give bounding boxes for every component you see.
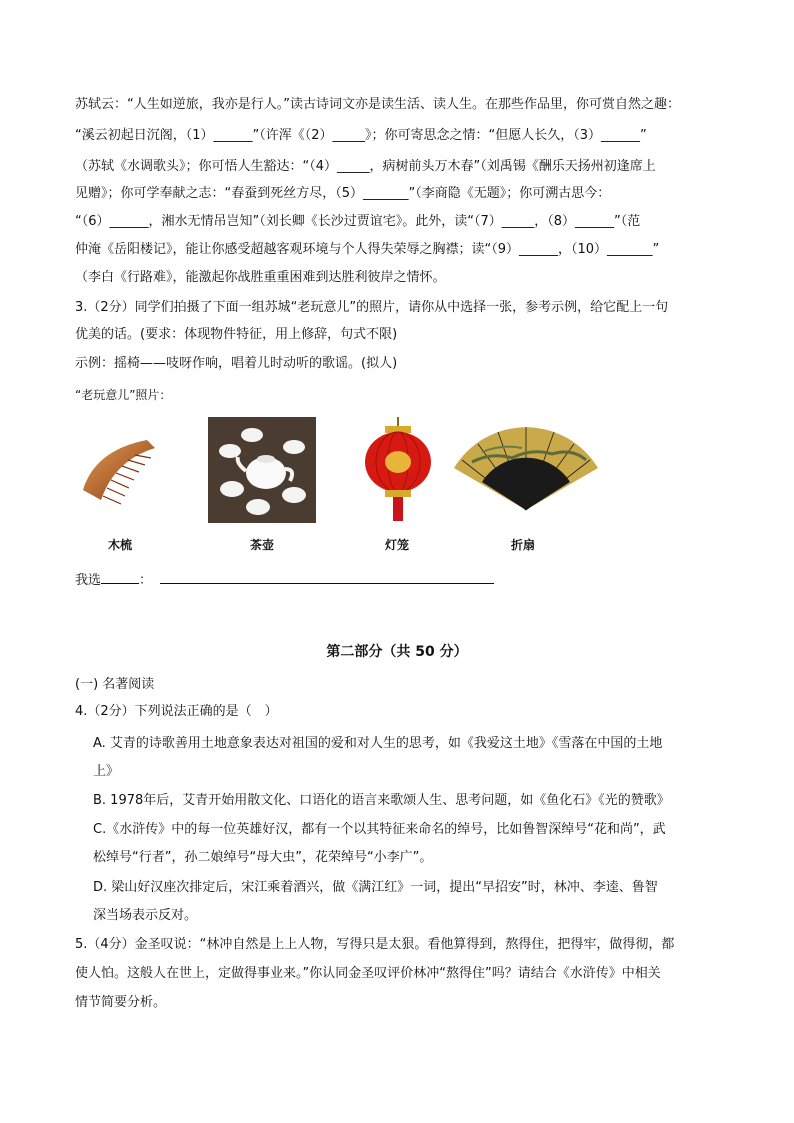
- q3-stem-line-1: 3.（2分）同学们拍摄了下面一组苏城“老玩意儿”的照片，请你从中选择一张，参考示例，给它配上一句: [75, 300, 669, 315]
- choose-prefix: 我选: [75, 573, 102, 588]
- choose-colon: ：: [139, 573, 153, 588]
- teapot-image: [208, 417, 316, 523]
- answer-blank[interactable]: [160, 570, 494, 584]
- lantern-image: [358, 417, 438, 523]
- q5-line-1: 5.（4分）金圣叹说：“林冲自然是上上人物，写得只是太狠。看他算得到，熬得住，把得牢，做得彻，都: [75, 937, 675, 952]
- passage-line-5: “（6）______，湘水无情吊岂知”（刘长卿《长沙过贾谊宅》。此外，读“（7）_____，（8）______”（范: [75, 214, 641, 229]
- passage-line-1: 苏轼云：“人生如逆旅，我亦是行人。”读古诗词文亦是读生活、读人生。在那些作品里，你可赏自然之趣：: [75, 97, 680, 112]
- q4-option-c-line-2: 松绰号“行者”，孙二娘绰号“母大虫”，花荣绰号“小李广”。: [93, 850, 433, 865]
- q5-line-2: 使人怕。这般人在世上，定做得事业来。”你认同金圣叹评价林冲“熬得住”吗？请结合《水浒传》中相关: [75, 966, 661, 981]
- part2-subsection: (一) 名著阅读: [75, 677, 155, 692]
- passage-line-7: （李白《行路难》，能激起你战胜重重困难到达胜利彼岸之情怀。: [75, 270, 446, 285]
- part2-title: 第二部分（共 50 分）: [326, 644, 468, 660]
- comb-image: [75, 430, 165, 510]
- caption-fan: 折扇: [510, 538, 535, 552]
- passage-line-3: （苏轼《水调歌头》；你可悟人生豁达：“（4）_____，病树前头万木春”（刘禹锡《酬乐天扬州初逢席上: [75, 159, 656, 174]
- q3-stem-line-2: 优美的话。(要求：体现物件特征，用上修辞，句式不限): [75, 327, 398, 342]
- passage-line-2: “溪云初起日沉阁，（1）______”（许浑《（2）_____》；你可寄思念之情：“但愿人长久，（3）______”: [75, 128, 647, 143]
- q4-option-d-line-1: D. 梁山好汉座次排定后，宋江乘着酒兴，做《满江红》一词，提出“早招安”时，林冲、李逵、鲁智: [93, 880, 658, 895]
- caption-lantern: 灯笼: [384, 538, 409, 552]
- q4-stem: 4.（2分）下列说法正确的是（ ）: [75, 704, 278, 719]
- passage-line-6: 仲淹《岳阳楼记》，能让你感受超越客观环境与个人得失荣辱之胸襟；读“（9）______，（10）_______”: [75, 242, 660, 257]
- caption-comb: 木梳: [107, 538, 132, 552]
- q4-option-c-line-1: C.《水浒传》中的每一位英雄好汉，都有一个以其特征来命名的绰号，比如鲁智深绰号“花和尚”，武: [93, 822, 666, 837]
- q4-option-d-line-2: 深当场表示反对。: [93, 908, 198, 923]
- choice-blank[interactable]: [101, 570, 139, 584]
- q3-example: 示例：摇椅——吱呀作响，唱着儿时动听的歌谣。(拟人): [75, 356, 398, 371]
- q3-photos-label: “老玩意儿”照片：: [75, 388, 172, 402]
- fan-image: [452, 422, 600, 514]
- q4-option-b: B. 1978年后，艾青开始用散文化、口语化的语言来歌颂人生、思考问题，如《鱼化石》《光的赞歌》: [93, 793, 670, 808]
- q4-option-a-line-2: 上》: [93, 764, 120, 779]
- passage-line-4: 见赠》；你可学奉献之志：“春蚕到死丝方尽，（5）_______”（李商隐《无题》；你可溯古思今：: [75, 186, 611, 201]
- caption-teapot: 茶壶: [249, 538, 274, 552]
- q4-option-a-line-1: A. 艾青的诗歌善用土地意象表达对祖国的爱和对人生的思考，如《我爱这土地》《雪落在中国的土地: [93, 736, 663, 751]
- choose-line: [75, 570, 494, 591]
- q5-line-3: 情节简要分析。: [75, 995, 167, 1010]
